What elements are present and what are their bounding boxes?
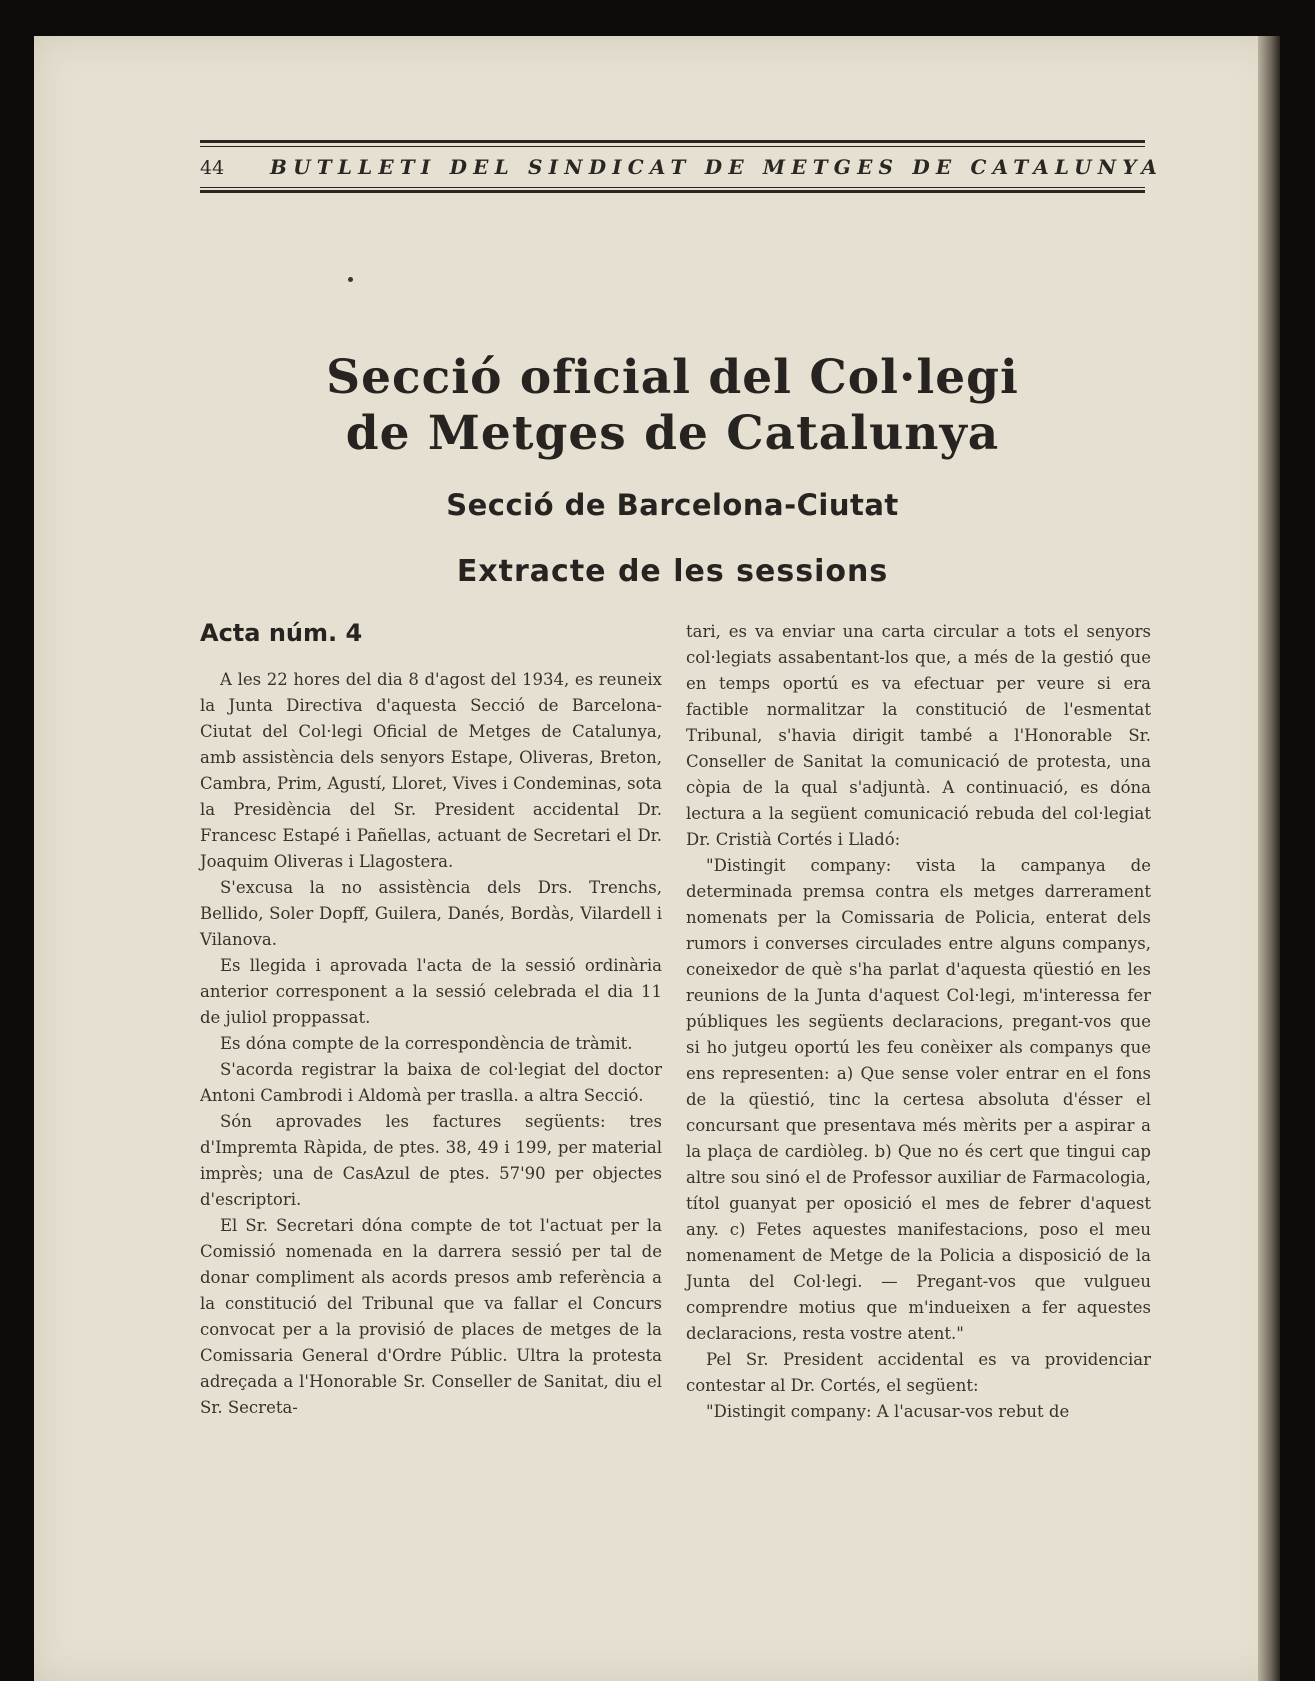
section-subtitle: Secció de Barcelona-Ciutat xyxy=(446,488,899,522)
acta-heading: Acta núm. 4 xyxy=(200,619,363,647)
paragraph: "Distingit company: vista la campanya de determinada premsa contra els metges darrerament nomenats per la Comissaria de Policia, enterat dels rumors i converses circulades entre alguns companys, coneixedor de què s'ha parlat d'aquesta qüestió en les reunions de la Junta d'aquest Col·legi, m'interessa fer públiques les següents declaracions, pregant-vos que si ho jutgeu oportú les feu conèixer als companys que ens representen: a) Que sense voler entrar en el fons de la qüestió, tinc la certesa absoluta d'ésser el concursant que presentava més mèrits per a aspirar a la plaça de cardiòleg. b) Que no és cert que tingui cap altre sou sinó el de Professor auxiliar de Farmacologia, títol guanyat per oposició el mes de febrer d'aquest any. c) Fetes aquestes manifestacions, poso el meu nomenament de Metge de la Policia a disposició de la Junta del Col·legi. — Pregant-vos que vulgueu comprendre motius que m'indueixen a fer aquestes declaracions, resta vostre atent." xyxy=(686,856,1151,1343)
running-header xyxy=(200,140,1164,196)
left-column xyxy=(200,667,662,1421)
book-spine xyxy=(1258,36,1280,1681)
right-column xyxy=(686,619,1151,1425)
title-line-1: Secció oficial del Col·legi xyxy=(326,350,1019,405)
running-title: BUTLLETI DEL SINDICAT DE METGES DE CATALUNYA xyxy=(270,155,1164,179)
paragraph: A les 22 hores del dia 8 d'agost del 1934, es reuneix la Junta Directiva d'aquesta Secció de Barcelona-Ciutat del Col·legi Oficial de Metges de Catalunya, amb assistència dels senyors Estape, Oliveras, Breton, Cambra, Prim, Agustí, Lloret, Vives i Condeminas, sota la Presidència del Sr. President accidental Dr. Francesc Estapé i Pañellas, actuant de Secretari el Dr. Joaquim Oliveras i Llagostera. xyxy=(200,670,662,871)
paragraph: S'acorda registrar la baixa de col·legiat del doctor Antoni Cambrodi i Aldomà per traslla. a altra Secció. xyxy=(200,1060,662,1105)
paragraph: Es llegida i aprovada l'acta de la sessió ordinària anterior corresponent a la sessió celebrada el dia 11 de juliol proppassat. xyxy=(200,956,662,1027)
header-row xyxy=(200,153,1164,183)
section-heading: Extracte de les sessions xyxy=(456,554,889,589)
document-page xyxy=(34,36,1280,1681)
title-line-2: de Metges de Catalunya xyxy=(345,406,1000,461)
header-rule xyxy=(200,190,1145,193)
paragraph: "Distingit company: A l'acusar-vos rebut de xyxy=(706,1402,1070,1421)
header-rule xyxy=(200,146,1145,147)
paragraph: Es dóna compte de la correspondència de tràmit. xyxy=(220,1034,633,1053)
paragraph: El Sr. Secretari dóna compte de tot l'actuat per la Comissió nomenada en la darrera sessió per tal de donar compliment als acords presos amb referència a la constitució del Tribunal que va fallar el Concurs convocat per a la provisió de places de metges de la Comissaria General d'Ordre Públic. Ultra la protesta adreçada a l'Honorable Sr. Conseller de Sanitat, diu el Sr. Secreta- xyxy=(200,1216,662,1417)
page-title xyxy=(200,350,1145,462)
page-number: 44 xyxy=(200,157,225,179)
paragraph: Pel Sr. President accidental es va providenciar contestar al Dr. Cortés, el següent: xyxy=(686,1350,1151,1395)
header-rule xyxy=(200,140,1145,143)
ink-dot xyxy=(348,277,353,282)
paragraph: S'excusa la no assistència dels Drs. Trenchs, Bellido, Soler Dopff, Guilera, Danés, Bordàs, Vilardell i Vilanova. xyxy=(200,878,662,949)
header-rule xyxy=(200,187,1145,188)
paragraph: tari, es va enviar una carta circular a tots el senyors col·legiats assabentant-los que, a més de la gestió que en temps oportú es va efectuar per veure si era factible normalitzar la constitució de l'esmentat Tribunal, s'havia dirigit també a l'Honorable Sr. Conseller de Sanitat la comunicació de protesta, una còpia de la qual s'adjuntà. A continuació, es dóna lectura a la següent comunicació rebuda del col·legiat Dr. Cristià Cortés i Lladó: xyxy=(686,622,1151,849)
paragraph: Són aprovades les factures següents: tres d'Impremta Ràpida, de ptes. 38, 49 i 199, per material imprès; una de CasAzul de ptes. 57'90 per objectes d'escriptori. xyxy=(200,1112,662,1209)
